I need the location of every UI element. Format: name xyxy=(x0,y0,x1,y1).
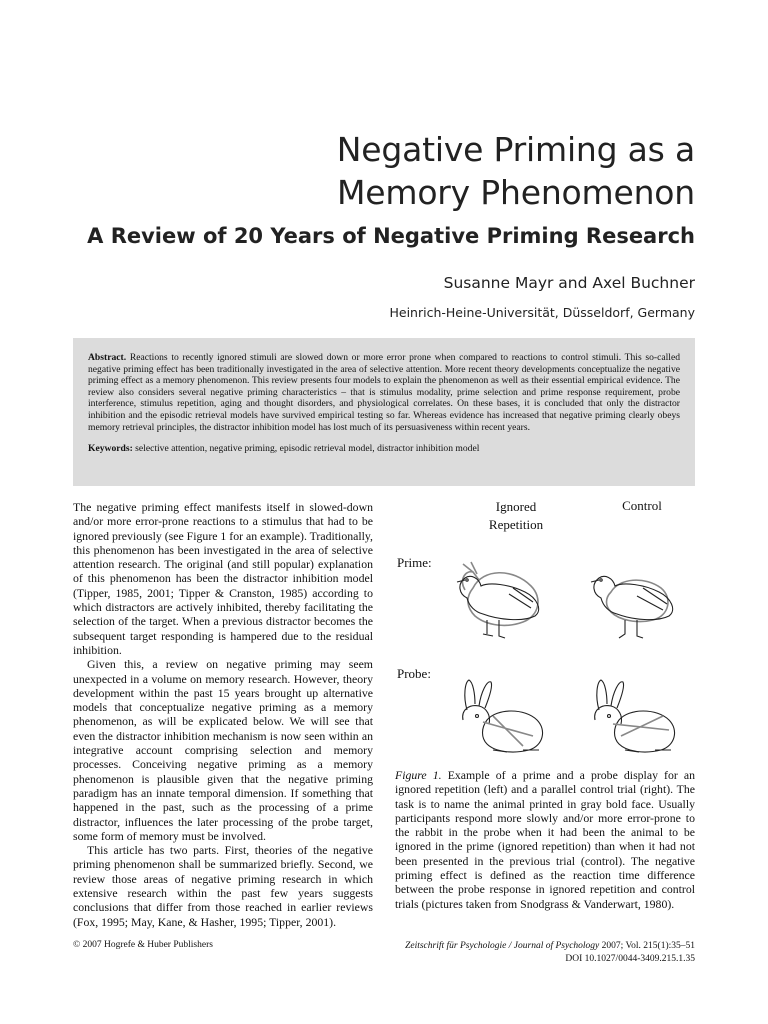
body-text-column xyxy=(73,500,373,929)
probe-ignored-rabbit-icon xyxy=(453,676,553,761)
affiliation: Heinrich-Heine-Universität, Düsseldorf, Germany xyxy=(389,305,695,320)
prime-control-duck-icon xyxy=(585,558,685,648)
journal-name: Zeitschrift für Psychologie / Journal of Psychology xyxy=(405,941,600,951)
figure-column-control: Control xyxy=(622,498,662,513)
title-line-2: Memory Phenomenon xyxy=(337,173,695,212)
figure-column-ignored-repetition xyxy=(477,498,555,534)
body-paragraph-1: The negative priming effect manifests itself in slowed-down and/or more error-prone reactions to a stimulus that had to be ignored previously (see Figure 1 for an example). Traditionally, this phenomenon has been investigated in the area of selective attention research. The original (and still popular) explanation of this phenomenon has been the distractor inhibition model (Tipper, 1985, 2001; Tipper & Cranston, 1985) according to which distractors are actively inhibited, thereby facilitating the selection of the target. When a previous distractor becomes the subsequent target responding is hampered due to the residual inhibition. xyxy=(73,500,373,657)
prime-ignored-duck-rabbit-icon xyxy=(453,558,553,648)
probe-control-rabbit-icon xyxy=(585,676,685,761)
keywords xyxy=(88,443,680,455)
keywords-label: Keywords: xyxy=(88,443,133,455)
abstract-box xyxy=(73,338,695,486)
figure-caption xyxy=(395,768,695,911)
title-line-1: Negative Priming as a xyxy=(336,130,695,169)
figure-col1-line1: Ignored xyxy=(495,499,537,514)
article-title xyxy=(135,128,695,214)
figure-caption-text: Example of a prime and a probe display for an ignored repetition (left) and a parallel control trial (right). The task is to name the animal printed in gray bold face. Usually participants respond more slowly and/or more error-prone to the rabbit in the probe when it had been the animal to be ignored in the prime (ignored repetition) than when it had not been presented in the previous trial (control). The negative priming effect is defined as the reaction time difference between the probe response in ignored repetition and control trials (pictures taken from Snodgrass & Vanderwart, 1980). xyxy=(395,768,696,911)
body-paragraph-3: This article has two parts. First, theories of the negative priming phenomenon shall be summarized briefly. Second, we review those areas of negative priming research in which extensive research within the past few years suggests conclusions that differ from those reached in earlier reviews (Fox, 1995; May, Kane, & Hasher, 1995; Tipper, 2001). xyxy=(73,843,373,929)
figure-col1-line2: Repetition xyxy=(488,517,544,532)
doi: DOI 10.1027/0044-3409.215.1.35 xyxy=(565,953,695,964)
figure-1 xyxy=(395,496,695,764)
figure-row-probe: Probe: xyxy=(397,666,431,681)
journal-citation xyxy=(275,940,695,965)
abstract-label: Abstract. xyxy=(88,352,127,363)
authors: Susanne Mayr and Axel Buchner xyxy=(443,274,695,292)
keywords-text: selective attention, negative priming, episodic retrieval model, distractor inhibition model xyxy=(135,443,480,455)
abstract xyxy=(88,352,680,433)
abstract-text: Reactions to recently ignored stimuli are slowed down or more error prone when compared to reactions to control stimuli. This so-called negative priming effect has been traditionally investigated in the area of selective attention. More recent theory developments conceptualize the negative priming effect as a memory phenomenon. This review presents four models to explain the phenomenon as well as their essential empirical evidence. The review also considers several negative priming characteristics – that is stimulus modality, prime selection and prime response requirement, probe interference, stimulus repetition, aging and thought disorders, and physiological correlates. On these bases, it is concluded that only the distractor inhibition and the episodic retrieval models have survived empirical testing so far. Whereas evidence has increased that negative priming clearly obeys memory retrieval principles, the distractor inhibition model has lost much of its persuasiveness within recent years. xyxy=(88,352,681,433)
article-subtitle: A Review of 20 Years of Negative Priming Research xyxy=(87,224,695,248)
journal-volume: 2007; Vol. 215(1):35–51 xyxy=(599,941,695,951)
copyright: © 2007 Hogrefe & Huber Publishers xyxy=(73,940,213,950)
figure-caption-label: Figure 1. xyxy=(395,768,442,782)
figure-row-prime: Prime: xyxy=(397,555,432,570)
body-paragraph-2: Given this, a review on negative priming may seem unexpected in a volume on memory research. However, theory development within the past 15 years brought up alternative models that conceptualize negative priming as a memory phenomenon, as will be explicated below. We will see that even the distractor inhibition mechanism is now seen within an integrative account comprising selection and memory processes. Conceiving negative priming as a memory phenomenon is plausible given that the negative priming paradigm has an innate temporal dimension. If something that happened in the past, such as the processing of a prime distractor, influences the later processing of the probe target, some form of memory must be involved. xyxy=(73,657,373,843)
